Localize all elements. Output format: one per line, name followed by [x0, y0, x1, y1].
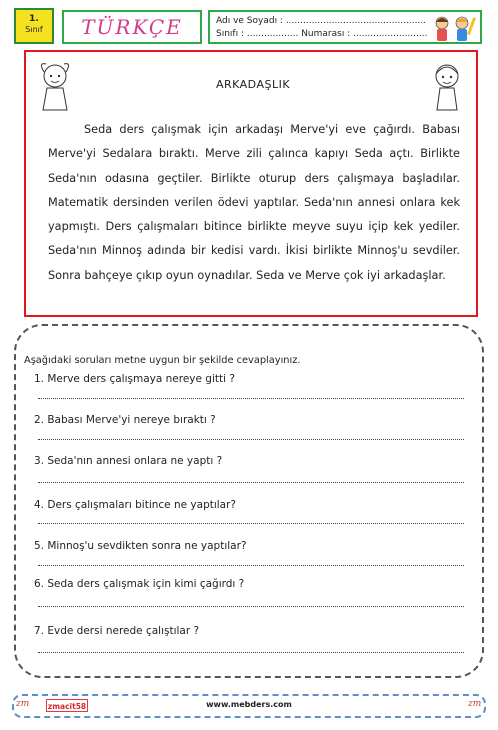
story-title: ARKADAŞLIK [215, 78, 291, 91]
answer-line-6[interactable] [38, 606, 464, 607]
student-name-line: Adı ve Soyadı : ................................................. [216, 16, 427, 26]
question-1: 1. Merve ders çalışmaya nereye gitti ? [34, 373, 235, 385]
grade-number: 1. [29, 14, 39, 24]
zm-logo-right: zm [468, 699, 482, 709]
story-text [48, 118, 460, 288]
children-illustration [428, 13, 478, 43]
student-info-box [208, 10, 482, 44]
student-class-line: Sınıfı : .................. Numarası : .......................... [216, 29, 428, 39]
question-7: 7. Evde dersi nerede çalıştılar ? [34, 625, 200, 637]
question-4: 4. Ders çalışmaları bitince ne yaptılar? [34, 499, 237, 511]
subject-title-box [62, 10, 202, 44]
grade-badge [14, 8, 54, 44]
answer-line-3[interactable] [38, 482, 464, 483]
answer-line-7[interactable] [38, 652, 464, 653]
question-5: 5. Minnoş'u sevdikten sonra ne yaptılar? [34, 540, 247, 552]
story-box [24, 50, 478, 317]
author-tag: zmacit58 [46, 699, 88, 712]
zm-logo-left: zm [16, 699, 30, 709]
question-2: 2. Babası Merve'yi nereye bıraktı ? [34, 414, 216, 426]
question-3: 3. Seda'nın annesi onlara ne yaptı ? [34, 455, 223, 467]
answer-line-4[interactable] [38, 523, 464, 524]
answer-line-2[interactable] [38, 439, 464, 440]
website-url[interactable]: www.mebders.com [206, 700, 292, 709]
answer-line-1[interactable] [38, 398, 464, 399]
subject-title: TÜRKÇE [81, 15, 183, 39]
questions-instructions: Aşağıdaki soruları metne uygun bir şekilde cevaplayınız. [24, 355, 301, 366]
answer-line-5[interactable] [38, 565, 464, 566]
question-6: 6. Seda ders çalışmak için kimi çağırdı ? [34, 578, 245, 590]
story-body: Seda ders çalışmak için arkadaşı Merve'yi eve çağırdı. Babası Merve'yi Sedalara bıraktı. Merve zili çalınca kapıyı Seda açtı. Birlikte Seda'nın odasına geçtiler. Birlikte oturup ders çalışmaya başladılar. Matematik dersinden verilen ödevi yaptılar. Seda'nın annesi onlara kek yapmıştı. Ders çalışmaları bitince birlikte meyve suyu içip kek yediler. Seda'nın Minnoş adında bir kedisi vardı. İkisi birlikte Minnoş'u sevdiler. Sonra bahçeye çıkıp oyun oynadılar. Seda ve Merve çok iyi arkadaşlar. [48, 123, 460, 282]
grade-label: Sınıf [25, 25, 43, 34]
